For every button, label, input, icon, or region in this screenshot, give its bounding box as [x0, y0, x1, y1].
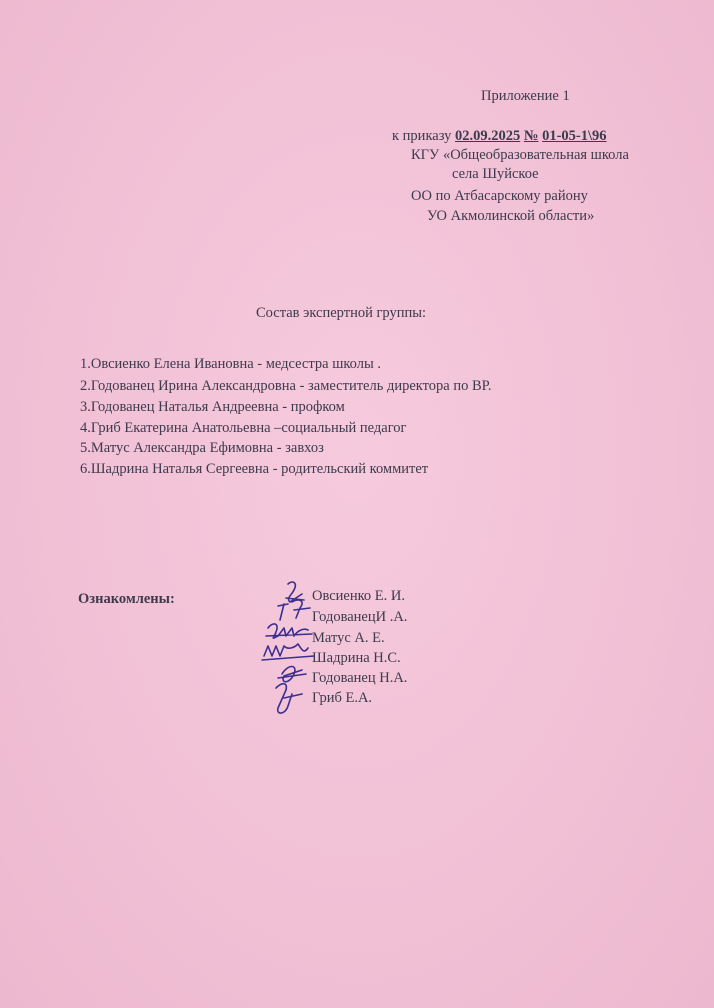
list-item: 2.Годованец Ирина Александровна - заместитель директора по ВР.	[80, 378, 492, 394]
org-line-2: села Шуйское	[452, 166, 539, 182]
group-title: Состав экспертной группы:	[256, 305, 427, 321]
list-item: Овсиенко Е. И.	[312, 588, 406, 604]
list-item: Гриб Е.А.	[312, 690, 373, 706]
org-line-1: КГУ «Общеобразовательная школа	[411, 147, 629, 163]
signature	[262, 644, 314, 660]
list-item: 3.Годованец Наталья Андреевна - профком	[80, 399, 345, 415]
signature	[278, 600, 310, 620]
order-prefix: к приказу	[392, 128, 452, 144]
signature	[278, 667, 306, 682]
org-line-4: УО Акмолинской области»	[427, 208, 595, 224]
order-date: 02.09.2025	[455, 128, 521, 144]
list-item: Годованец Н.А.	[312, 670, 408, 686]
signature	[286, 582, 304, 602]
acknowledged-label: Ознакомлены:	[78, 591, 175, 607]
appendix-label: Приложение 1	[481, 88, 570, 104]
order-number-sign: №	[523, 128, 539, 144]
list-item: 6.Шадрина Наталья Сергеевна - родительский коммитет	[80, 461, 429, 477]
signature	[266, 624, 312, 638]
list-item: 1.Овсиенко Елена Ивановна - медсестра школы .	[80, 356, 381, 372]
signature	[276, 684, 302, 713]
list-item: ГодованецИ .А.	[312, 609, 408, 625]
order-number: 01-05-1\96	[542, 128, 607, 144]
list-item: Матус А. Е.	[312, 630, 385, 646]
list-item: 4.Гриб Екатерина Анатольевна –социальный педагог	[80, 420, 407, 436]
list-item: 5.Матус Александра Ефимовна - завхоз	[80, 440, 324, 456]
org-line-3: ОО по Атбасарскому району	[411, 188, 588, 204]
handwritten-signatures	[258, 578, 328, 728]
list-item: Шадрина Н.С.	[312, 650, 401, 666]
order-reference	[392, 128, 607, 145]
